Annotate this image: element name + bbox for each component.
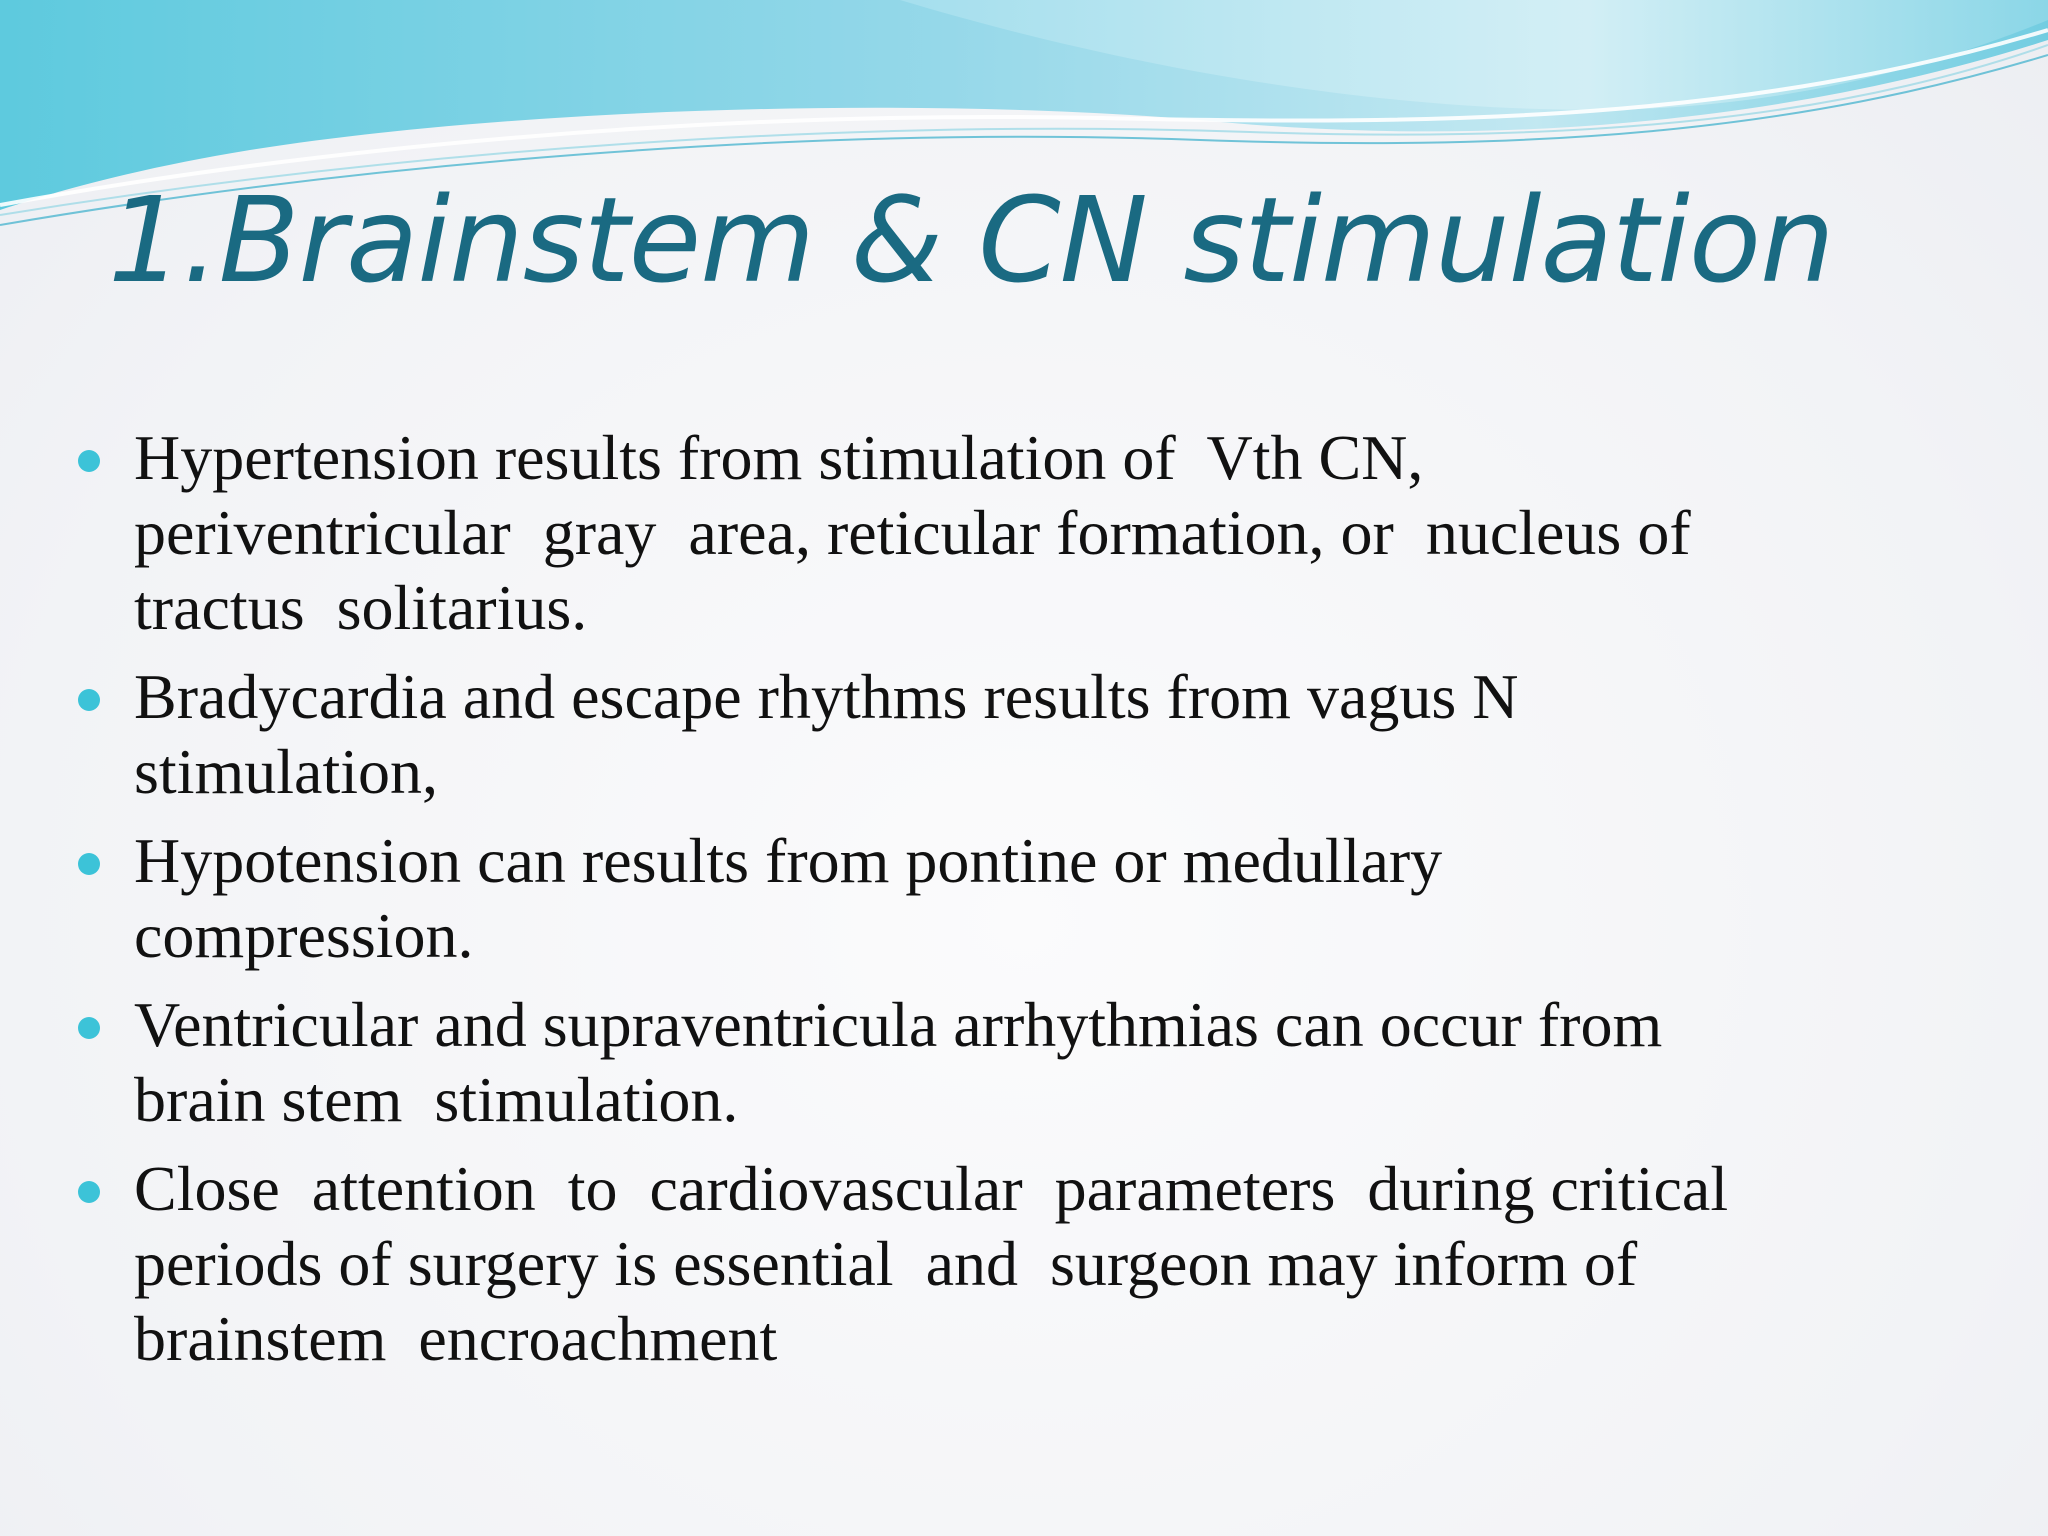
filled-circle-icon bbox=[78, 689, 100, 711]
filled-circle-icon bbox=[78, 1181, 100, 1203]
filled-circle-icon bbox=[78, 853, 100, 875]
bullet-item bbox=[70, 987, 2000, 1137]
bullet-line: Bradycardia and escape rhythms results from vagus N bbox=[134, 661, 1519, 732]
bullet-line: tractus solitarius. bbox=[134, 572, 588, 643]
bullet-line: periventricular gray area, reticular formation, or nucleus of bbox=[134, 497, 1691, 568]
filled-circle-icon bbox=[78, 450, 100, 472]
bullet-item bbox=[70, 1151, 2000, 1376]
bullet-line: Close attention to cardiovascular parameters during critical bbox=[134, 1153, 1729, 1224]
bullet-line: brainstem encroachment bbox=[134, 1303, 778, 1374]
bullet-line: Hypotension can results from pontine or medullary bbox=[134, 825, 1443, 896]
bullet-line: Ventricular and supraventricula arrhythmias can occur from bbox=[134, 989, 1663, 1060]
bullet-line: compression. bbox=[134, 900, 474, 971]
bullet-item bbox=[70, 823, 2000, 973]
bullet-line: stimulation, bbox=[134, 736, 438, 807]
filled-circle-icon bbox=[78, 1017, 100, 1039]
bullet-item bbox=[70, 659, 2000, 809]
bullet-line: brain stem stimulation. bbox=[134, 1064, 739, 1135]
bullet-line: periods of surgery is essential and surgeon may inform of bbox=[134, 1228, 1638, 1299]
slide-title: 1.Brainstem & CN stimulation bbox=[108, 171, 1834, 309]
bullet-line: Hypertension results from stimulation of Vth CN, bbox=[134, 422, 1424, 493]
bullet-item bbox=[70, 420, 2000, 645]
bullet-list bbox=[70, 420, 2000, 1390]
